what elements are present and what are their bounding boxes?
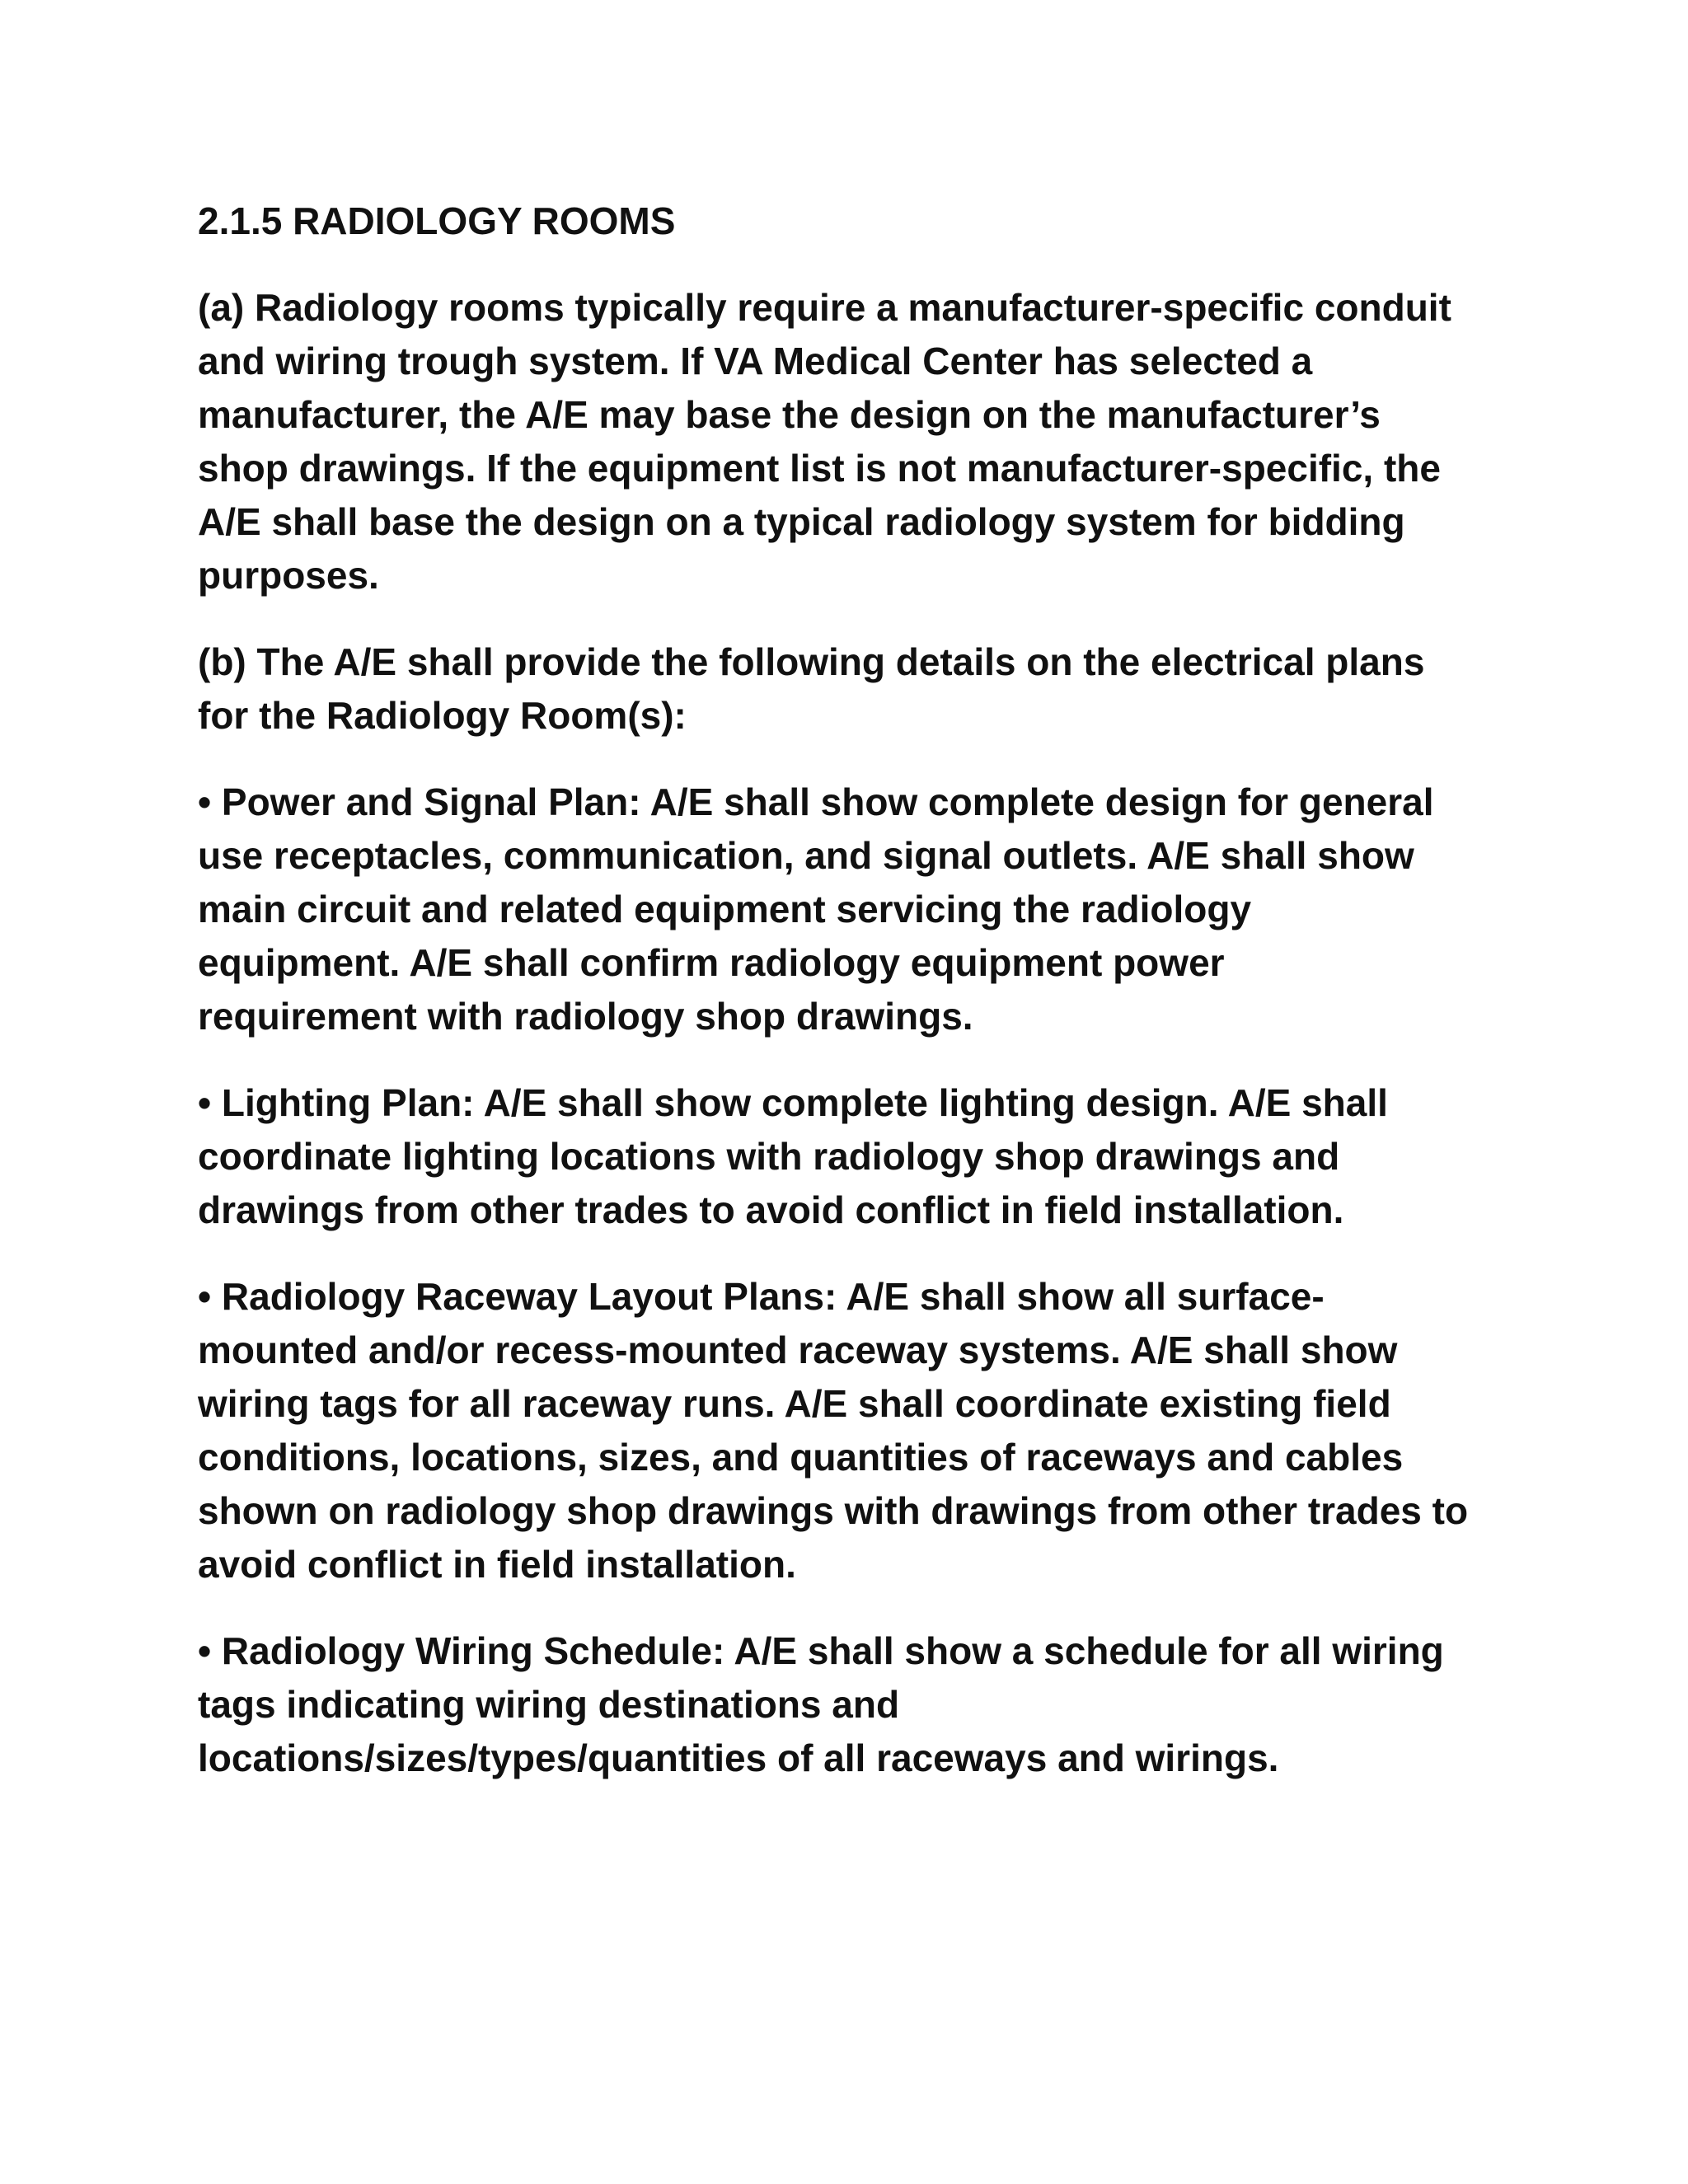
text-line: for the Radiology Room(s): bbox=[198, 694, 687, 737]
text-line: shop drawings. If the equipment list is not manufacturer-specific, the bbox=[198, 447, 1441, 490]
text-line: main circuit and related equipment servicing the radiology bbox=[198, 888, 1252, 930]
text-line: drawings from other trades to avoid conflict in field installation. bbox=[198, 1188, 1344, 1231]
text-line: wiring tags for all raceway runs. A/E shall coordinate existing field bbox=[198, 1382, 1391, 1425]
text-line: mounted and/or recess-mounted raceway systems. A/E shall show bbox=[198, 1329, 1398, 1371]
text-line: purposes. bbox=[198, 554, 379, 597]
bullet-power-signal-plan bbox=[198, 776, 1500, 1043]
bullet-wiring-schedule bbox=[198, 1624, 1500, 1785]
text-line: conditions, locations, sizes, and quantities of raceways and cables bbox=[198, 1436, 1404, 1479]
text-line: locations/sizes/types/quantities of all raceways and wirings. bbox=[198, 1736, 1279, 1779]
text-line: • Lighting Plan: A/E shall show complete lighting design. A/E shall bbox=[198, 1081, 1388, 1124]
text-line: • Radiology Wiring Schedule: A/E shall show a schedule for all wiring bbox=[198, 1629, 1444, 1672]
text-line: requirement with radiology shop drawings. bbox=[198, 995, 973, 1038]
bullet-lighting-plan bbox=[198, 1076, 1500, 1237]
text-line: coordinate lighting locations with radiology shop drawings and bbox=[198, 1135, 1340, 1178]
paragraph-b bbox=[198, 635, 1500, 743]
text-line: (a) Radiology rooms typically require a manufacturer-specific conduit bbox=[198, 286, 1451, 329]
text-line: • Radiology Raceway Layout Plans: A/E shall show all surface- bbox=[198, 1275, 1325, 1318]
paragraph-a bbox=[198, 281, 1500, 602]
text-line: tags indicating wiring destinations and bbox=[198, 1683, 900, 1726]
section-heading: 2.1.5 RADIOLOGY ROOMS bbox=[198, 199, 676, 242]
text-line: avoid conflict in field installation. bbox=[198, 1543, 796, 1586]
text-line: shown on radiology shop drawings with drawings from other trades to bbox=[198, 1489, 1469, 1532]
text-line: and wiring trough system. If VA Medical Center has selected a bbox=[198, 340, 1313, 382]
text-line: use receptacles, communication, and signal outlets. A/E shall show bbox=[198, 834, 1414, 877]
bullet-raceway-layout-plans bbox=[198, 1270, 1500, 1591]
text-line: • Power and Signal Plan: A/E shall show complete design for general bbox=[198, 780, 1434, 823]
document-body bbox=[198, 194, 1500, 1818]
text-line: equipment. A/E shall confirm radiology equipment power bbox=[198, 941, 1225, 984]
text-line: A/E shall base the design on a typical radiology system for bidding bbox=[198, 500, 1405, 543]
text-line: manufacturer, the A/E may base the design on the manufacturer’s bbox=[198, 393, 1381, 436]
text-line: (b) The A/E shall provide the following details on the electrical plans bbox=[198, 640, 1425, 683]
